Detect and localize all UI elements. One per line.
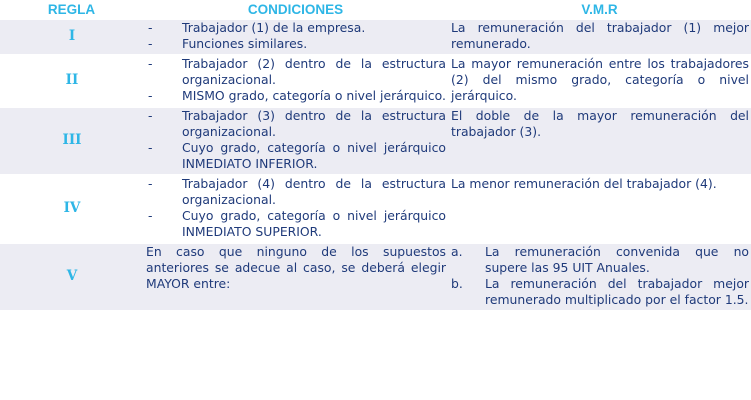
dash-bullet: - — [148, 36, 153, 51]
list-item: - Cuyo grado, categoría o nivel jerárquico INMEDIATO INFERIOR. — [148, 140, 446, 171]
table-row — [0, 175, 751, 243]
dash-bullet: - — [148, 108, 153, 123]
option-marker: a. — [451, 244, 463, 259]
table-row — [0, 20, 751, 55]
dash-bullet: - — [148, 140, 153, 155]
option-marker: b. — [451, 276, 463, 291]
list-item: - Trabajador (2) dentro de la estructura organizacional. — [148, 56, 446, 87]
regla-cell: IV — [0, 175, 143, 243]
condiciones-cell — [143, 20, 448, 55]
regla-cell: V — [0, 243, 143, 310]
list-item: b. La remuneración del trabajador mejor remunerado multiplicado por el factor 1.5. — [451, 276, 749, 307]
vmr-cell: La mayor remuneración entre los trabajadores (2) del mismo grado, categoría o nivel jerárquico. — [448, 55, 751, 107]
table-row — [0, 55, 751, 107]
list-item: a. La remuneración convenida que no supere las 95 UIT Anuales. — [451, 244, 749, 275]
vmr-cell — [448, 243, 751, 310]
vmr-cell: La menor remuneración del trabajador (4). — [448, 175, 751, 243]
condiciones-list — [146, 108, 446, 172]
condiciones-list — [146, 20, 446, 52]
condiciones-cell — [143, 55, 448, 107]
list-item: - Trabajador (3) dentro de la estructura organizacional. — [148, 108, 446, 139]
regla-cell: I — [0, 20, 143, 55]
table-row — [0, 243, 751, 310]
condiciones-cell — [143, 107, 448, 175]
list-item: - MISMO grado, categoría o nivel jerárquico. — [148, 88, 446, 103]
regla-cell: II — [0, 55, 143, 107]
table-row — [0, 107, 751, 175]
list-item: - Trabajador (1) de la empresa. — [148, 20, 366, 35]
header-condiciones: CONDICIONES — [143, 0, 448, 20]
regla-cell: III — [0, 107, 143, 175]
dash-bullet: - — [148, 56, 153, 71]
condiciones-list — [146, 56, 446, 104]
vmr-options-list — [451, 244, 749, 308]
condiciones-cell: En caso que ninguno de los supuestos anteriores se adecue al caso, se deberá elegir MAYOR entre: — [143, 243, 448, 310]
header-regla: REGLA — [0, 0, 143, 20]
condiciones-list — [146, 176, 446, 240]
header-row — [0, 0, 751, 20]
dash-bullet: - — [148, 176, 153, 191]
list-item: - Trabajador (4) dentro de la estructura organizacional. — [148, 176, 446, 207]
dash-bullet: - — [148, 20, 153, 35]
dash-bullet: - — [148, 208, 153, 223]
vmr-cell: La remuneración del trabajador (1) mejor remunerado. — [448, 20, 751, 55]
list-item: - Cuyo grado, categoría o nivel jerárquico INMEDIATO SUPERIOR. — [148, 208, 446, 239]
dash-bullet: - — [148, 88, 153, 103]
condiciones-cell — [143, 175, 448, 243]
header-vmr: V.M.R — [448, 0, 751, 20]
list-item: - Funciones similares. — [148, 36, 308, 51]
vmr-cell: El doble de la mayor remuneración del trabajador (3). — [448, 107, 751, 175]
